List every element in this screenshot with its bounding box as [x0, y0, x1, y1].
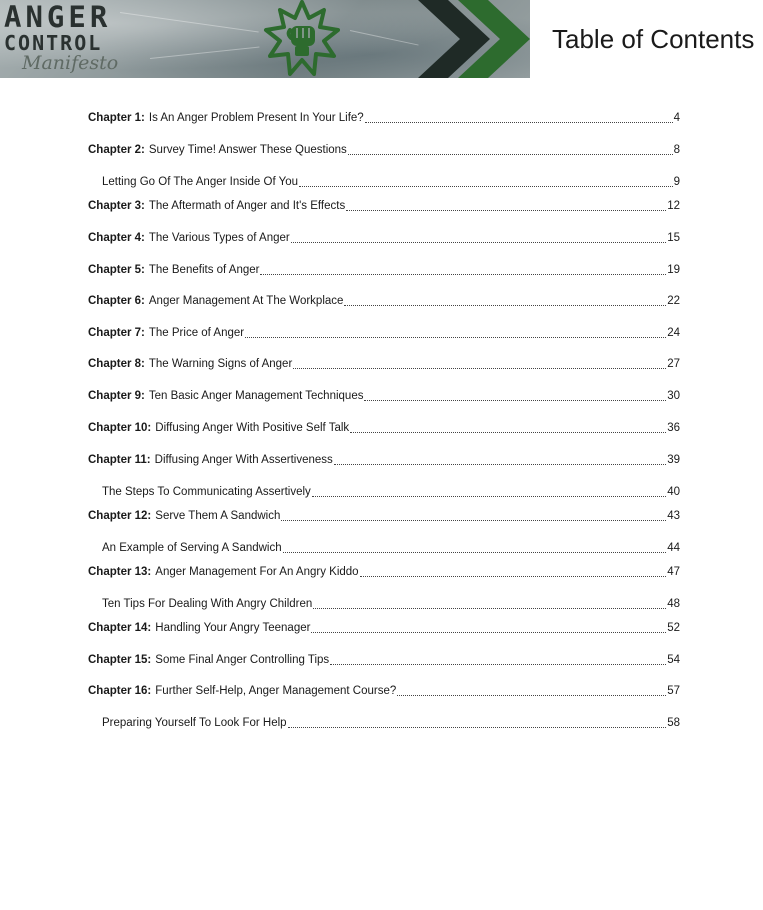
toc-entry-title: The Warning Signs of Anger — [148, 358, 293, 370]
toc-chapter-entry — [88, 325, 680, 341]
toc-page-number: 22 — [667, 295, 680, 307]
fist-star-icon — [262, 0, 342, 78]
toc-chapter-number: Chapter 7: — [88, 327, 145, 339]
toc-chapter-entry — [88, 356, 680, 372]
toc-entry-title: Handling Your Angry Teenager — [155, 622, 311, 634]
toc-page-number: 43 — [667, 510, 680, 522]
toc-entry-title: Ten Tips For Dealing With Angry Children — [102, 598, 313, 610]
toc-chapter-number: Chapter 8: — [88, 358, 145, 370]
toc-entry-title: Letting Go Of The Anger Inside Of You — [102, 176, 299, 188]
toc-entry-title: Serve Them A Sandwich — [155, 510, 281, 522]
toc-page-number: 36 — [667, 422, 680, 434]
banner-texture — [350, 30, 419, 46]
toc-dot-leader — [350, 422, 666, 433]
toc-chapter-number: Chapter 10: — [88, 422, 152, 434]
toc-chapter-number: Chapter 15: — [88, 654, 152, 666]
toc-dot-leader — [281, 510, 666, 521]
toc-page-number: 52 — [667, 622, 680, 634]
toc-page-number: 24 — [667, 327, 680, 339]
toc-entry-title: Survey Time! Answer These Questions — [148, 144, 347, 156]
toc-dot-leader — [293, 358, 666, 369]
toc-entry-title: The Aftermath of Anger and It's Effects — [148, 200, 346, 212]
toc-dot-leader — [288, 717, 667, 728]
toc-page-number: 12 — [667, 200, 680, 212]
toc-entry-title: Preparing Yourself To Look For Help — [102, 717, 287, 729]
toc-page-number: 48 — [667, 598, 680, 610]
brand-logo — [0, 0, 119, 78]
toc-section-entry — [102, 715, 680, 731]
page-title: Table of Contents — [552, 24, 755, 54]
toc-chapter-number: Chapter 12: — [88, 510, 152, 522]
toc-entry-title: Further Self-Help, Anger Management Course? — [155, 685, 397, 697]
toc-dot-leader — [344, 295, 666, 306]
toc-page-number: 57 — [667, 685, 680, 697]
toc-chapter-entry — [88, 683, 680, 699]
logo-line-manifesto: Manifesto — [22, 52, 119, 74]
toc-dot-leader — [311, 622, 666, 633]
toc-entry-title: Ten Basic Anger Management Techniques — [148, 390, 364, 402]
toc-dot-leader — [360, 566, 667, 577]
toc-chapter-entry — [88, 230, 680, 246]
toc-dot-leader — [364, 390, 666, 401]
toc-chapter-number: Chapter 13: — [88, 566, 152, 578]
banner-texture — [120, 12, 259, 32]
toc-dot-leader — [299, 176, 673, 187]
toc-chapter-entry — [88, 293, 680, 309]
toc-dot-leader — [283, 542, 667, 553]
toc-chapter-entry — [88, 620, 680, 636]
toc-entry-title: Diffusing Anger With Assertiveness — [154, 454, 333, 466]
toc-dot-leader — [312, 486, 666, 497]
toc-page-number: 40 — [667, 486, 680, 498]
toc-chapter-number: Chapter 16: — [88, 685, 152, 697]
toc-chapter-entry — [88, 564, 680, 580]
toc-section-entry — [102, 540, 680, 556]
toc-page-number: 8 — [673, 144, 680, 156]
logo-line-anger: ANGER — [4, 0, 112, 34]
toc-chapter-entry — [88, 508, 680, 524]
toc-entry-title: Anger Management At The Workplace — [148, 295, 344, 307]
toc-chapter-number: Chapter 1: — [88, 112, 145, 124]
toc-section-entry — [102, 484, 680, 500]
toc-dot-leader — [365, 112, 673, 123]
toc-entry-title: Anger Management For An Angry Kiddo — [155, 566, 359, 578]
toc-page-number: 19 — [667, 264, 680, 276]
toc-chapter-number: Chapter 4: — [88, 232, 145, 244]
toc-chapter-entry — [88, 198, 680, 214]
toc-section-entry — [102, 596, 680, 612]
toc-page-number: 54 — [667, 654, 680, 666]
toc-chapter-number: Chapter 11: — [88, 454, 151, 466]
toc-entry-title: The Price of Anger — [148, 327, 245, 339]
toc-chapter-entry — [88, 110, 680, 126]
toc-chapter-entry — [88, 388, 680, 404]
toc-dot-leader — [346, 200, 666, 211]
toc-chapter-entry — [88, 142, 680, 158]
toc-entry-title: The Various Types of Anger — [148, 232, 290, 244]
toc-dot-leader — [291, 232, 666, 243]
toc-chapter-number: Chapter 3: — [88, 200, 145, 212]
toc-dot-leader — [330, 654, 666, 665]
toc-chapter-entry — [88, 420, 680, 436]
toc-entry-title: Diffusing Anger With Positive Self Talk — [155, 422, 350, 434]
toc-entry-title: Is An Anger Problem Present In Your Life? — [148, 112, 364, 124]
toc-entry-title: The Steps To Communicating Assertively — [102, 486, 311, 498]
header-banner — [0, 0, 530, 78]
banner-texture — [150, 47, 260, 59]
toc-entry-title: The Benefits of Anger — [148, 264, 260, 276]
toc-page-number: 9 — [673, 176, 680, 188]
toc-dot-leader — [334, 454, 666, 465]
toc-page-number: 58 — [667, 717, 680, 729]
toc-chapter-entry — [88, 652, 680, 668]
toc-dot-leader — [260, 264, 666, 275]
toc-chapter-entry — [88, 262, 680, 278]
toc-chapter-number: Chapter 9: — [88, 390, 145, 402]
toc-page-number: 47 — [667, 566, 680, 578]
toc-dot-leader — [397, 685, 666, 696]
toc-entry-title: Some Final Anger Controlling Tips — [155, 654, 330, 666]
toc-page-number: 30 — [667, 390, 680, 402]
toc-chapter-entry — [88, 452, 680, 468]
toc-dot-leader — [245, 327, 666, 338]
toc-entry-title: An Example of Serving A Sandwich — [102, 542, 282, 554]
toc-page-number: 44 — [667, 542, 680, 554]
toc-chapter-number: Chapter 5: — [88, 264, 145, 276]
toc-dot-leader — [313, 598, 666, 609]
toc-page-number: 39 — [667, 454, 680, 466]
toc-page-number: 15 — [667, 232, 680, 244]
double-chevron-right-icon — [418, 0, 530, 78]
toc-page-number: 4 — [673, 112, 680, 124]
toc-chapter-number: Chapter 14: — [88, 622, 152, 634]
toc-page-number: 27 — [667, 358, 680, 370]
logo-line-control: CONTROL — [4, 31, 103, 55]
toc-section-entry — [102, 174, 680, 190]
toc-dot-leader — [348, 144, 673, 155]
toc-chapter-number: Chapter 6: — [88, 295, 145, 307]
toc-chapter-number: Chapter 2: — [88, 144, 145, 156]
